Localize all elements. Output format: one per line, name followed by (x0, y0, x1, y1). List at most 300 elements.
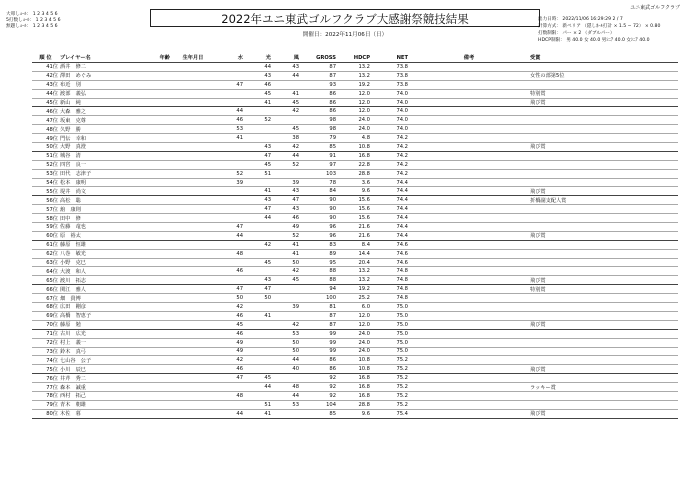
score-kaze-cell (272, 116, 300, 125)
gross-cell: 99 (300, 329, 337, 338)
net-cell: 74.4 (371, 214, 409, 223)
hole-setting-line: 5打数しｮｰﾙ： 1 2 3 4 5 6 (6, 18, 61, 23)
table-row (32, 383, 678, 392)
score-kaze-cell (272, 311, 300, 320)
rank-cell: 74位 (32, 356, 59, 365)
net-cell: 75.0 (371, 338, 409, 347)
birth-cell (171, 303, 215, 312)
gross-cell: 86 (300, 356, 337, 365)
score-hikari-cell (244, 125, 272, 134)
hdcp-cell: 12.0 (337, 98, 371, 107)
hole-setting-line: 無題しｮｰﾙ： 1 2 3 4 5 6 (6, 24, 58, 29)
table-row (32, 276, 678, 285)
birth-cell (171, 285, 215, 294)
birth-cell (171, 98, 215, 107)
table-row (32, 409, 678, 418)
remarks-cell (409, 125, 529, 134)
score-kaze-cell: 41 (272, 240, 300, 249)
net-cell: 75.2 (371, 356, 409, 365)
age-cell (139, 214, 171, 223)
score-hikari-cell: 45 (244, 374, 272, 383)
player-name-cell: 関江 雅人 (59, 285, 139, 294)
player-name-cell: 大渡 和人 (59, 267, 139, 276)
col-hdcp: HDCP (337, 53, 371, 63)
remarks-cell (409, 383, 529, 392)
gross-cell: 93 (300, 80, 337, 89)
rank-cell: 44位 (32, 89, 59, 98)
table-row (32, 134, 678, 143)
net-cell: 74.0 (371, 116, 409, 125)
table-row (32, 231, 678, 240)
score-mizu-cell: 46 (215, 329, 244, 338)
birth-cell (171, 240, 215, 249)
birth-cell (171, 356, 215, 365)
table-row (32, 107, 678, 116)
score-kaze-cell: 53 (272, 329, 300, 338)
remarks-cell (409, 134, 529, 143)
age-cell (139, 383, 171, 392)
player-name-cell: 藤原 勉 (59, 320, 139, 329)
player-name-cell: 高松 聡 (59, 196, 139, 205)
gross-cell: 92 (300, 383, 337, 392)
age-cell (139, 374, 171, 383)
score-hikari-cell: 50 (244, 294, 272, 303)
net-cell: 74.2 (371, 160, 409, 169)
rank-cell: 41位 (32, 63, 59, 72)
table-row (32, 160, 678, 169)
rank-cell: 79位 (32, 400, 59, 409)
award-cell: 飛び賞 (529, 276, 678, 285)
age-cell (139, 303, 171, 312)
birth-cell (171, 125, 215, 134)
rank-cell: 59位 (32, 223, 59, 232)
award-cell (529, 214, 678, 223)
rank-cell: 68位 (32, 303, 59, 312)
hole-settings (6, 12, 61, 30)
player-name-cell: 新山 純 (59, 98, 139, 107)
award-cell: 飛び賞 (529, 320, 678, 329)
table-row (32, 400, 678, 409)
age-cell (139, 347, 171, 356)
score-kaze-cell: 43 (272, 187, 300, 196)
organization-name: ユニ東武ゴルフクラブ (630, 5, 680, 11)
score-hikari-cell: 43 (244, 196, 272, 205)
birth-cell (171, 276, 215, 285)
net-cell: 75.2 (371, 365, 409, 374)
award-cell: 特別賞 (529, 285, 678, 294)
table-row (32, 98, 678, 107)
birth-cell (171, 320, 215, 329)
net-cell: 73.8 (371, 80, 409, 89)
birth-cell (171, 169, 215, 178)
birth-cell (171, 365, 215, 374)
birth-cell (171, 160, 215, 169)
gross-cell: 99 (300, 347, 337, 356)
hdcp-cell: 12.0 (337, 311, 371, 320)
age-cell (139, 320, 171, 329)
score-kaze-cell: 41 (272, 249, 300, 258)
hdcp-cell: 13.2 (337, 71, 371, 80)
col-net: NET (371, 53, 409, 63)
award-cell: 飛び賞 (529, 143, 678, 152)
remarks-cell (409, 71, 529, 80)
score-hikari-cell: 47 (244, 285, 272, 294)
score-mizu-cell: 47 (215, 80, 244, 89)
rank-cell: 53位 (32, 169, 59, 178)
net-cell: 74.2 (371, 151, 409, 160)
score-mizu-cell: 48 (215, 391, 244, 400)
age-cell (139, 285, 171, 294)
rank-cell: 69位 (32, 311, 59, 320)
award-cell (529, 223, 678, 232)
score-kaze-cell: 41 (272, 89, 300, 98)
score-mizu-cell: 50 (215, 294, 244, 303)
remarks-cell (409, 249, 529, 258)
rank-cell: 67位 (32, 294, 59, 303)
col-kaze: 風 (272, 53, 300, 63)
birth-cell (171, 311, 215, 320)
award-cell (529, 391, 678, 400)
score-kaze-cell: 45 (272, 125, 300, 134)
hdcp-cell: 28.8 (337, 169, 371, 178)
birth-cell (171, 383, 215, 392)
remarks-cell (409, 400, 529, 409)
award-cell (529, 160, 678, 169)
score-mizu-cell: 53 (215, 125, 244, 134)
player-name-cell: 渡川 拓志 (59, 276, 139, 285)
age-cell (139, 178, 171, 187)
age-cell (139, 356, 171, 365)
gross-cell: 85 (300, 143, 337, 152)
net-cell: 74.6 (371, 240, 409, 249)
remarks-cell (409, 329, 529, 338)
gross-cell: 90 (300, 205, 337, 214)
age-cell (139, 267, 171, 276)
player-name-cell: 佐藤 竜也 (59, 223, 139, 232)
age-cell (139, 125, 171, 134)
hdcp-cell: 19.2 (337, 285, 371, 294)
remarks-cell (409, 276, 529, 285)
rank-cell: 72位 (32, 338, 59, 347)
rank-cell: 80位 (32, 409, 59, 418)
net-cell: 74.4 (371, 178, 409, 187)
score-hikari-cell (244, 267, 272, 276)
remarks-cell (409, 303, 529, 312)
gross-cell: 85 (300, 409, 337, 418)
net-cell: 73.8 (371, 63, 409, 72)
award-cell (529, 356, 678, 365)
score-mizu-cell (215, 187, 244, 196)
score-mizu-cell: 39 (215, 178, 244, 187)
gross-cell: 88 (300, 267, 337, 276)
net-cell: 74.4 (371, 187, 409, 196)
remarks-cell (409, 258, 529, 267)
score-mizu-cell (215, 214, 244, 223)
gross-cell: 83 (300, 240, 337, 249)
score-hikari-cell: 45 (244, 160, 272, 169)
table-row (32, 89, 678, 98)
hdcp-cell: 15.6 (337, 214, 371, 223)
player-name-cell: 西村 拓己 (59, 391, 139, 400)
col-birth: 生年月日 (171, 53, 215, 63)
table-row (32, 116, 678, 125)
net-cell: 74.6 (371, 258, 409, 267)
birth-cell (171, 143, 215, 152)
rank-cell: 64位 (32, 267, 59, 276)
table-row (32, 125, 678, 134)
rank-cell: 43位 (32, 80, 59, 89)
age-cell (139, 107, 171, 116)
col-award: 受賞 (529, 53, 678, 63)
award-cell (529, 338, 678, 347)
table-row (32, 391, 678, 400)
info-line: 打数制限： パー × 2 （ダブルパー） (538, 31, 615, 36)
score-hikari-cell (244, 231, 272, 240)
age-cell (139, 231, 171, 240)
birth-cell (171, 214, 215, 223)
gross-cell: 84 (300, 187, 337, 196)
score-kaze-cell (272, 409, 300, 418)
hdcp-cell: 25.2 (337, 294, 371, 303)
score-kaze-cell: 45 (272, 276, 300, 285)
hdcp-cell: 13.2 (337, 63, 371, 72)
table-row (32, 223, 678, 232)
results-table (32, 53, 678, 419)
hdcp-cell: 12.0 (337, 89, 371, 98)
player-name-cell: 森本 誠重 (59, 383, 139, 392)
player-name-cell: 舘 康則 (59, 205, 139, 214)
table-row (32, 169, 678, 178)
score-hikari-cell: 47 (244, 205, 272, 214)
col-mizu: 水 (215, 53, 244, 63)
remarks-cell (409, 89, 529, 98)
table-row (32, 80, 678, 89)
score-mizu-cell (215, 196, 244, 205)
birth-cell (171, 178, 215, 187)
score-mizu-cell: 49 (215, 347, 244, 356)
hdcp-cell: 24.0 (337, 347, 371, 356)
remarks-cell (409, 98, 529, 107)
player-name-cell: 藤原 恒雄 (59, 240, 139, 249)
score-kaze-cell (272, 294, 300, 303)
score-kaze-cell: 50 (272, 338, 300, 347)
birth-cell (171, 223, 215, 232)
score-mizu-cell: 44 (215, 107, 244, 116)
rank-cell: 47位 (32, 116, 59, 125)
score-hikari-cell: 42 (244, 240, 272, 249)
score-hikari-cell (244, 249, 272, 258)
rank-cell: 65位 (32, 276, 59, 285)
net-cell: 74.0 (371, 98, 409, 107)
age-cell (139, 160, 171, 169)
gross-cell: 86 (300, 89, 337, 98)
table-row (32, 249, 678, 258)
table-row (32, 338, 678, 347)
score-hikari-cell: 44 (244, 214, 272, 223)
hdcp-cell: 13.2 (337, 267, 371, 276)
score-kaze-cell: 48 (272, 383, 300, 392)
remarks-cell (409, 223, 529, 232)
player-name-cell: 原 裕太 (59, 231, 139, 240)
gross-cell: 87 (300, 320, 337, 329)
score-kaze-cell: 38 (272, 134, 300, 143)
remarks-cell (409, 347, 529, 356)
gross-cell: 87 (300, 63, 337, 72)
score-mizu-cell: 41 (215, 134, 244, 143)
score-kaze-cell: 50 (272, 258, 300, 267)
score-kaze-cell: 42 (272, 107, 300, 116)
net-cell: 74.0 (371, 107, 409, 116)
rank-cell: 49位 (32, 134, 59, 143)
age-cell (139, 63, 171, 72)
hdcp-cell: 12.0 (337, 107, 371, 116)
remarks-cell (409, 80, 529, 89)
award-cell (529, 151, 678, 160)
score-kaze-cell: 53 (272, 400, 300, 409)
remarks-cell (409, 338, 529, 347)
calculation-info (538, 17, 660, 45)
player-name-cell: 大森 雅之 (59, 107, 139, 116)
rank-cell: 78位 (32, 391, 59, 400)
rank-cell: 70位 (32, 320, 59, 329)
score-mizu-cell: 49 (215, 338, 244, 347)
hdcp-cell: 28.8 (337, 400, 371, 409)
net-cell: 75.0 (371, 347, 409, 356)
age-cell (139, 134, 171, 143)
score-kaze-cell: 42 (272, 143, 300, 152)
table-row (32, 178, 678, 187)
score-hikari-cell: 45 (244, 89, 272, 98)
birth-cell (171, 71, 215, 80)
birth-cell (171, 107, 215, 116)
player-name-cell: 澤田 めぐみ (59, 71, 139, 80)
age-cell (139, 276, 171, 285)
score-hikari-cell (244, 178, 272, 187)
hdcp-cell: 20.4 (337, 258, 371, 267)
age-cell (139, 205, 171, 214)
birth-cell (171, 329, 215, 338)
award-cell (529, 267, 678, 276)
award-cell (529, 116, 678, 125)
hdcp-cell: 16.8 (337, 391, 371, 400)
score-kaze-cell: 47 (272, 196, 300, 205)
birth-cell (171, 391, 215, 400)
player-name-cell: 田代 志津子 (59, 169, 139, 178)
award-cell (529, 169, 678, 178)
score-hikari-cell: 44 (244, 63, 272, 72)
hdcp-cell: 6.0 (337, 303, 371, 312)
remarks-cell (409, 187, 529, 196)
remarks-cell (409, 320, 529, 329)
net-cell: 74.8 (371, 267, 409, 276)
age-cell (139, 143, 171, 152)
remarks-cell (409, 374, 529, 383)
rank-cell: 62位 (32, 249, 59, 258)
hdcp-cell: 3.6 (337, 178, 371, 187)
gross-cell: 90 (300, 196, 337, 205)
gross-cell: 94 (300, 285, 337, 294)
remarks-cell (409, 365, 529, 374)
hdcp-cell: 22.8 (337, 160, 371, 169)
rank-cell: 61位 (32, 240, 59, 249)
score-mizu-cell (215, 205, 244, 214)
award-cell: 飛び賞 (529, 187, 678, 196)
table-row (32, 205, 678, 214)
gross-cell: 95 (300, 258, 337, 267)
net-cell: 74.2 (371, 134, 409, 143)
score-hikari-cell: 41 (244, 187, 272, 196)
player-name-cell: 松本 康明 (59, 178, 139, 187)
score-kaze-cell (272, 80, 300, 89)
net-cell: 75.0 (371, 311, 409, 320)
age-cell (139, 80, 171, 89)
award-cell: 飛び賞 (529, 98, 678, 107)
gross-cell: 87 (300, 311, 337, 320)
net-cell: 75.4 (371, 409, 409, 418)
remarks-cell (409, 116, 529, 125)
award-cell: 飛び賞 (529, 231, 678, 240)
score-mizu-cell (215, 151, 244, 160)
net-cell: 74.4 (371, 205, 409, 214)
gross-cell: 88 (300, 276, 337, 285)
remarks-cell (409, 294, 529, 303)
score-hikari-cell: 44 (244, 383, 272, 392)
net-cell: 74.8 (371, 285, 409, 294)
score-kaze-cell (272, 285, 300, 294)
rank-cell: 42位 (32, 71, 59, 80)
age-cell (139, 71, 171, 80)
score-kaze-cell: 44 (272, 71, 300, 80)
score-mizu-cell: 46 (215, 116, 244, 125)
score-kaze-cell: 42 (272, 320, 300, 329)
remarks-cell (409, 143, 529, 152)
score-hikari-cell (244, 329, 272, 338)
table-row (32, 63, 678, 72)
hdcp-cell: 24.0 (337, 329, 371, 338)
net-cell: 74.4 (371, 223, 409, 232)
hdcp-cell: 16.8 (337, 374, 371, 383)
rank-cell: 56位 (32, 196, 59, 205)
award-cell: 飛び賞 (529, 365, 678, 374)
award-cell: 飛び賞 (529, 409, 678, 418)
age-cell (139, 240, 171, 249)
table-row (32, 329, 678, 338)
net-cell: 74.2 (371, 143, 409, 152)
net-cell: 74.0 (371, 89, 409, 98)
player-name-cell: 城谷 清 (59, 151, 139, 160)
score-mizu-cell: 44 (215, 231, 244, 240)
gross-cell: 90 (300, 214, 337, 223)
gross-cell: 86 (300, 107, 337, 116)
score-mizu-cell (215, 160, 244, 169)
gross-cell: 87 (300, 71, 337, 80)
score-mizu-cell: 48 (215, 249, 244, 258)
rank-cell: 51位 (32, 151, 59, 160)
score-kaze-cell: 40 (272, 365, 300, 374)
table-row (32, 71, 678, 80)
rank-cell: 75位 (32, 365, 59, 374)
score-mizu-cell (215, 383, 244, 392)
remarks-cell (409, 205, 529, 214)
award-cell (529, 125, 678, 134)
award-cell (529, 205, 678, 214)
birth-cell (171, 409, 215, 418)
award-cell (529, 134, 678, 143)
table-row (32, 258, 678, 267)
gross-cell: 91 (300, 151, 337, 160)
score-hikari-cell (244, 356, 272, 365)
player-name-cell: 大野 真澄 (59, 143, 139, 152)
